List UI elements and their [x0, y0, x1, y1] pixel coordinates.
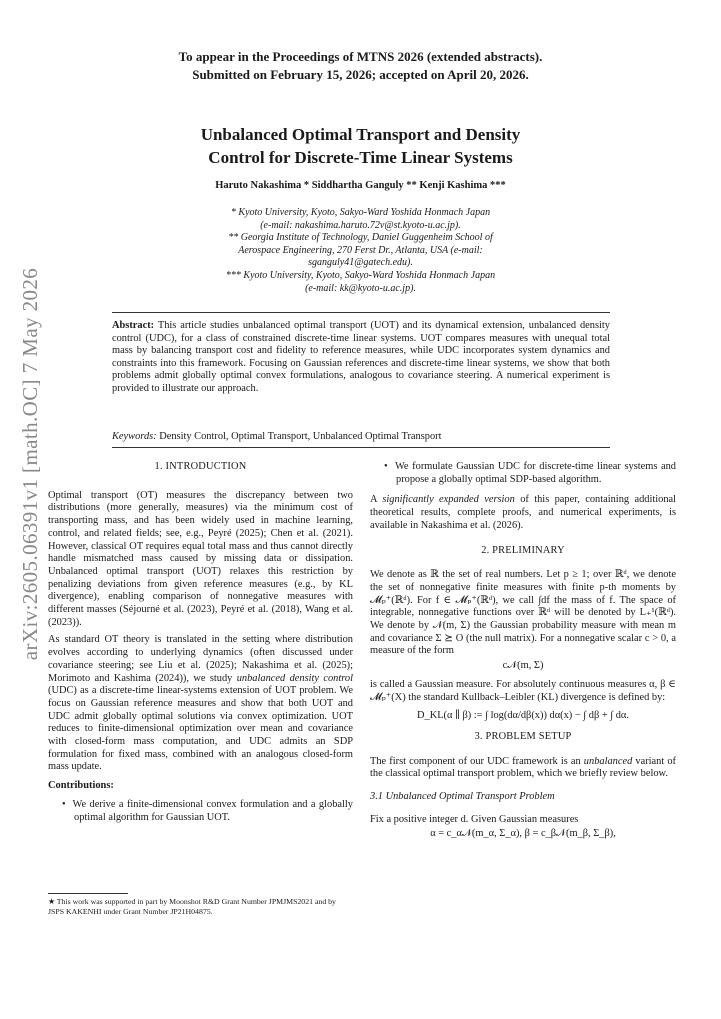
- section-heading-introduction: 1. INTRODUCTION: [154, 461, 247, 472]
- intro-emphasis: unbalanced density control: [236, 672, 354, 684]
- footnote: ★ This work was supported in part by Moonshot R&D Grant Number JPMJMS2021 and by JSPS KAKENHI under Grant Number JP21H04875.: [48, 897, 336, 916]
- contribution-item: • We derive a finite-dimensional convex formulation and a globally optimal algorithm for Gaussian UOT.: [62, 798, 353, 823]
- affiliation-line: *** Kyoto University, Kyoto, Sakyo-Ward Yoshida Honmach Japan: [225, 269, 496, 281]
- affiliation-line: ** Georgia Institute of Technology, Daniel Guggenheim School of: [228, 232, 493, 244]
- fix-paragraph: Fix a positive integer d. Given Gaussian measures: [370, 813, 579, 825]
- equation-gaussian: c𝒩(m, Σ): [502, 660, 544, 672]
- contributions-label: Contributions:: [48, 780, 114, 792]
- intro-paragraph-2-text: As standard OT theory is translated in the setting where distribution evolves according to underlying dynamics (often discussed under covariance steering; see Liu et al. (2025); Nakashima et al. (2025); Morimoto and Kashima (2024)), we study: [48, 634, 353, 684]
- keywords-text: Density Control, Optimal Transport, Unbalanced Optimal Transport: [159, 431, 442, 442]
- intro-paragraph-2: [48, 634, 353, 774]
- equation-kl-divergence: D_KL(α ∥ β) := ∫ log(dα/dβ(x)) dα(x) − ∫ dβ + ∫ dα.: [417, 710, 629, 722]
- preliminary-paragraph: We denote as ℝ the set of real numbers. Let p ≥ 1; over ℝᵈ, we denote the set of nonnegative finite measures with finite p-th moments by 𝓜ₚ⁺(ℝᵈ). For f ∈ 𝓜ₚ⁺(ℝᵈ), we call ∫df the mass of f. The space of integrable, nonnegative functions over ℝᵈ will be denoted by L₊¹(ℝᵈ). We denote by 𝒩(m, Σ) the Gaussian probability measure with mean m and covariance Σ ⪰ O (the null matrix). For a nonnegative scalar c > 0, a measure of the form: [370, 569, 676, 657]
- right-column: [370, 461, 676, 841]
- affiliation-line: sganguly41@gatech.edu).: [308, 257, 413, 269]
- paper-title: [100, 123, 621, 169]
- footnote-rule: [48, 893, 128, 894]
- subsection-heading: 3.1 Unbalanced Optimal Transport Problem: [370, 791, 555, 803]
- affiliation-line: Aerospace Engineering, 270 Ferst Dr., Atlanta, USA (e-mail:: [238, 244, 483, 256]
- contribution-text: We derive a finite-dimensional convex formulation and a globally optimal algorithm for Gaussian UOT.: [72, 798, 353, 823]
- expanded-version-paragraph: [370, 494, 676, 532]
- abstract-top-rule: [112, 312, 610, 313]
- title-line-2: Control for Discrete-Time Linear Systems: [208, 148, 513, 167]
- arxiv-stamp: arXiv:2605.06391v1 [math.OC] 7 May 2026: [18, 267, 42, 661]
- intro-paragraph-2-text-cont: (UDC) as a discrete-time linear-systems extension of UOT problem. We focus on Gaussian reference measures and show that both UOT and UDC admit globally optimal solutions via convex optimization. UOT reduces to finite-dimensional optimization over mean and covariance with closed-form mass computation, and UDC admits an SDP formulation for fixed mass, combined with an analogous closed-form mass update.: [48, 685, 353, 773]
- banner-line-2: Submitted on February 15, 2026; accepted on April 20, 2026.: [192, 67, 529, 82]
- contribution-item: • We formulate Gaussian UDC for discrete-time linear systems and propose a globally optimal SDP-based algorithm.: [384, 461, 677, 485]
- affiliations: [140, 207, 581, 295]
- abstract-label: Abstract:: [112, 320, 155, 331]
- banner-line-1: To appear in the Proceedings of MTNS 2026 (extended abstracts).: [178, 49, 543, 64]
- abstract: [112, 320, 610, 396]
- section-heading-preliminary: 2. PRELIMINARY: [481, 544, 565, 556]
- expanded-text-b: of this paper, containing additional theoretical results, complete proofs, and numerical experiments, is available in Nakashima et al. (2026).: [370, 494, 677, 531]
- gaussian-paragraph: is called a Gaussian measure. For absolutely continuous measures α, β ∈ 𝓜ₚ⁺(X) the standard Kullback–Leibler (KL) divergence is defined by:: [370, 678, 676, 703]
- setup-emphasis: unbalanced: [583, 755, 633, 767]
- setup-paragraph: [370, 756, 676, 781]
- left-column: [48, 461, 353, 824]
- affiliation-line: (e-mail: kk@kyoto-u.ac.jp).: [305, 282, 416, 294]
- setup-text-b: variant of the classical optimal transport problem, which we briefly review below.: [370, 755, 677, 780]
- setup-text-a: The first component of our UDC framework is an: [370, 755, 584, 767]
- title-line-1: Unbalanced Optimal Transport and Density: [200, 125, 521, 144]
- affiliation-line: * Kyoto University, Kyoto, Sakyo-Ward Yoshida Honmach Japan: [230, 207, 491, 218]
- expanded-text-a: A: [370, 494, 383, 506]
- affiliation-line: (e-mail: nakashima.haruto.72v@st.kyoto-u.ac.jp).: [260, 219, 461, 231]
- section-heading-problem-setup: 3. PROBLEM SETUP: [474, 730, 572, 742]
- keywords-label: Keywords:: [112, 431, 157, 442]
- expanded-emphasis: significantly expanded version: [382, 494, 515, 506]
- equation-measures: α = c_α𝒩(m_α, Σ_α), β = c_β𝒩(m_β, Σ_β),: [430, 828, 616, 840]
- author-list: Haruto Nakashima * Siddhartha Ganguly ** Kenji Kashima ***: [215, 180, 506, 191]
- keywords: [112, 431, 610, 442]
- abstract-text: This article studies unbalanced optimal transport (UOT) and its dynamical extension, unbalanced density control (UDC), for a class of constrained discrete-time linear systems. UOT compares measures with unequal total mass by balancing transport cost and fidelity to reference measures, while UDC incorporates system dynamics and constraints into this framework. Focusing on Gaussian references and discrete-time linear systems, we show that both problems admit globally optimal convex formulations, analogous to covariance steering. A numerical experiment is provided to illustrate our approach.: [112, 320, 610, 394]
- abstract-bottom-rule: [112, 447, 610, 448]
- conference-banner: [60, 48, 661, 84]
- contribution-text: We formulate Gaussian UDC for discrete-time linear systems and propose a globally optimal SDP-based algorithm.: [394, 461, 677, 485]
- intro-paragraph-1: Optimal transport (OT) measures the discrepancy between two distributions (more generally, measures) via the minimum cost of transporting mass, and has been widely used in machine learning, control, and related fields; see, e.g., Peyré (2025); Chen et al. (2021). However, classical OT requires equal total mass and thus cannot directly handle mismatched mass caused by missing data or dissipation. Unbalanced optimal transport (UOT) relaxes this restriction by penalizing deviations from given reference measures (e.g., by KL divergence), enabling comparison of nonnegative measures with different masses (Séjourné et al. (2023), Peyré et al. (2018), Wang et al. (2023)).: [48, 489, 353, 628]
